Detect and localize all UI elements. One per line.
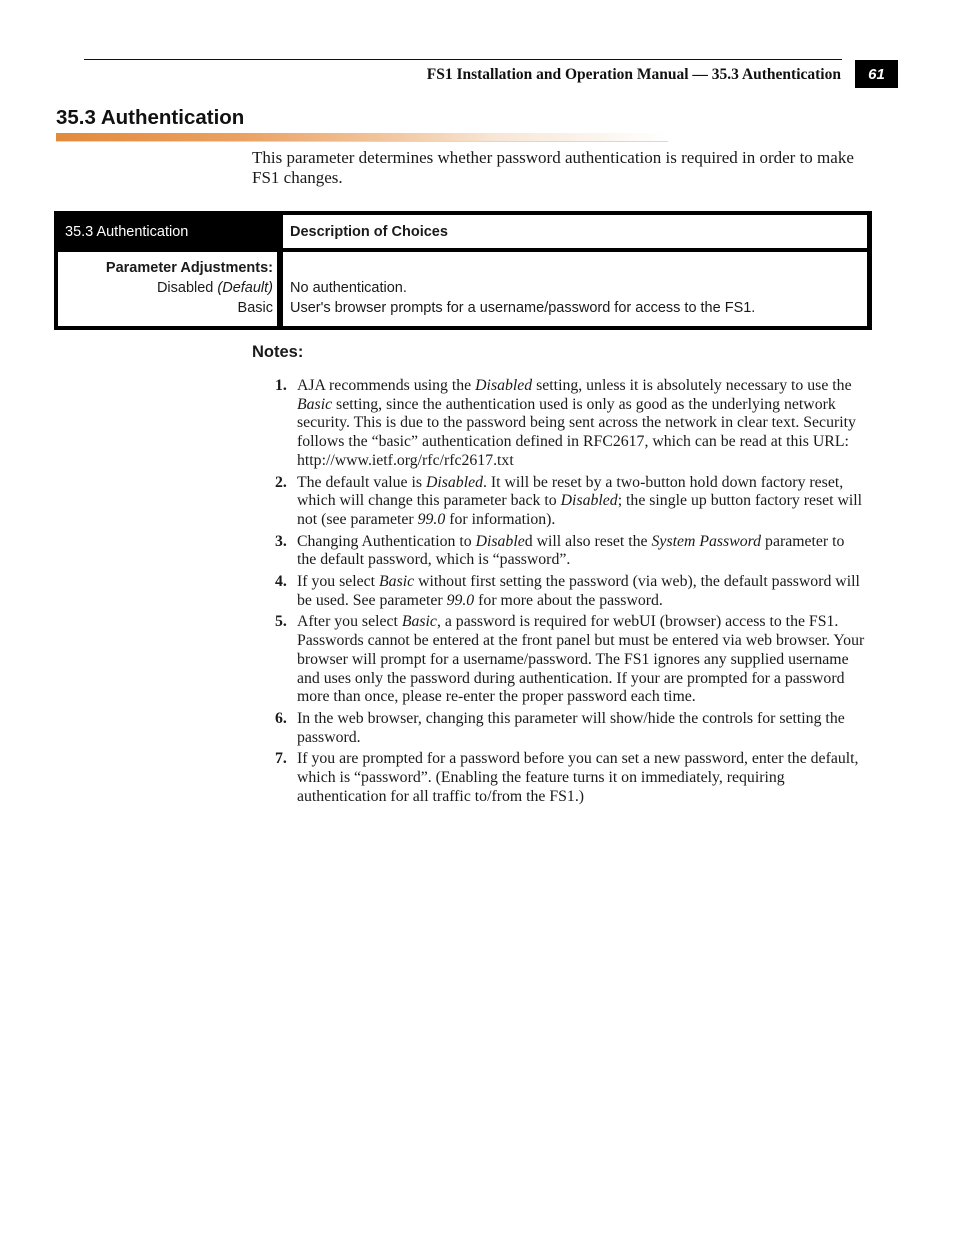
choice-name: Basic <box>237 300 273 316</box>
description-basic: User's browser prompts for a username/password for access to the FS1. <box>290 300 756 316</box>
note-emphasis: Basic <box>297 395 333 413</box>
note-emphasis: System Password <box>651 532 762 550</box>
notes-list <box>275 377 867 809</box>
table-header-description: Description of Choices <box>283 215 867 248</box>
note-text: , a password is required for webUI (browser) access to the FS1. Passwords cannot be entered at the front panel but must be entered via web browser. Your browser will prompt for a username/password. The FS1 ignores any supplied username and uses only the password during authentication. If your are prompted for a password more than once, please re-enter the proper password each time. <box>297 613 865 706</box>
note-text: After you select <box>297 613 402 631</box>
note-emphasis: Basic <box>379 573 415 591</box>
note-text: for information). <box>445 510 556 528</box>
note-emphasis: Disabled <box>560 492 618 510</box>
note-text: without first setting the password (via web), the default password will be used. See parameter <box>297 573 860 609</box>
notes-heading: Notes: <box>252 343 304 361</box>
note-emphasis: Disable <box>475 532 525 550</box>
note-number: 3. <box>275 532 287 550</box>
note-text: setting, since the authentication used is only as good as the underlying network security. This is due to the password being sent across the network in clear text. Security follows the “basic” authentication defined in RFC2617, which can be read at this URL: http://www.ietf.org/rfc/rfc2617.txt <box>297 395 856 469</box>
note-item <box>275 710 867 747</box>
note-number: 7. <box>275 750 287 768</box>
note-text: d will also reset the <box>524 532 652 550</box>
note-text: The default value is <box>297 473 426 491</box>
note-text: for more about the password. <box>474 591 663 609</box>
note-emphasis: 99.0 <box>417 510 446 528</box>
note-text: If you are prompted for a password before you can set a new password, enter the default, which is “password”. (Enabling the feature turns it on immediately, requiring authentication for all traffic to/from the FS1.) <box>297 750 859 805</box>
note-number: 6. <box>275 709 287 727</box>
note-text: ; the single up button factory reset will not (see parameter <box>297 492 863 528</box>
note-item <box>275 377 867 471</box>
note-text: In the web browser, changing this parameter will show/hide the controls for setting the password. <box>297 709 845 746</box>
adjustments-label: Parameter Adjustments: <box>105 260 273 276</box>
choice-descriptions-cell <box>283 252 867 326</box>
note-text: AJA recommends using the <box>297 377 476 394</box>
title-underline-bar <box>56 133 668 142</box>
note-text: parameter to the default password, which is “password”. <box>297 532 845 569</box>
description-disabled: No authentication. <box>290 280 407 296</box>
header-rule <box>84 59 842 60</box>
table-header-parameter: 35.3 Authentication <box>58 215 280 249</box>
note-emphasis: Disabled <box>475 377 533 394</box>
note-number: 4. <box>275 573 287 591</box>
choice-disabled <box>58 278 273 298</box>
note-number: 1. <box>275 377 287 394</box>
section-title: 35.3 Authentication <box>56 106 245 129</box>
note-text: Changing Authentication to <box>297 532 476 550</box>
note-text: setting, unless it is absolutely necessary to use the <box>532 377 852 394</box>
note-item <box>275 573 867 610</box>
parameter-table <box>54 211 872 330</box>
note-item <box>275 750 867 806</box>
choice-basic <box>58 298 273 318</box>
note-text: . It will be reset by a two-button hold down factory reset, which will change this parameter back to <box>297 473 844 510</box>
parameter-adjustments-cell <box>58 252 277 326</box>
note-number: 5. <box>275 613 287 631</box>
intro-paragraph: This parameter determines whether password authentication is required in order to make FS1 changes. <box>252 148 854 187</box>
note-item <box>275 474 867 530</box>
page-number: 61 <box>855 60 898 88</box>
note-number: 2. <box>275 473 287 491</box>
note-text: If you select <box>297 573 380 591</box>
note-emphasis: Basic <box>401 613 437 631</box>
note-emphasis: Disabled <box>425 473 484 491</box>
note-emphasis: 99.0 <box>446 591 475 609</box>
note-item <box>275 533 867 570</box>
default-tag: (Default) <box>217 280 273 296</box>
note-item <box>275 613 867 707</box>
running-head: FS1 Installation and Operation Manual — 35.3 Authentication <box>426 66 841 83</box>
choice-name: Disabled <box>156 280 214 296</box>
